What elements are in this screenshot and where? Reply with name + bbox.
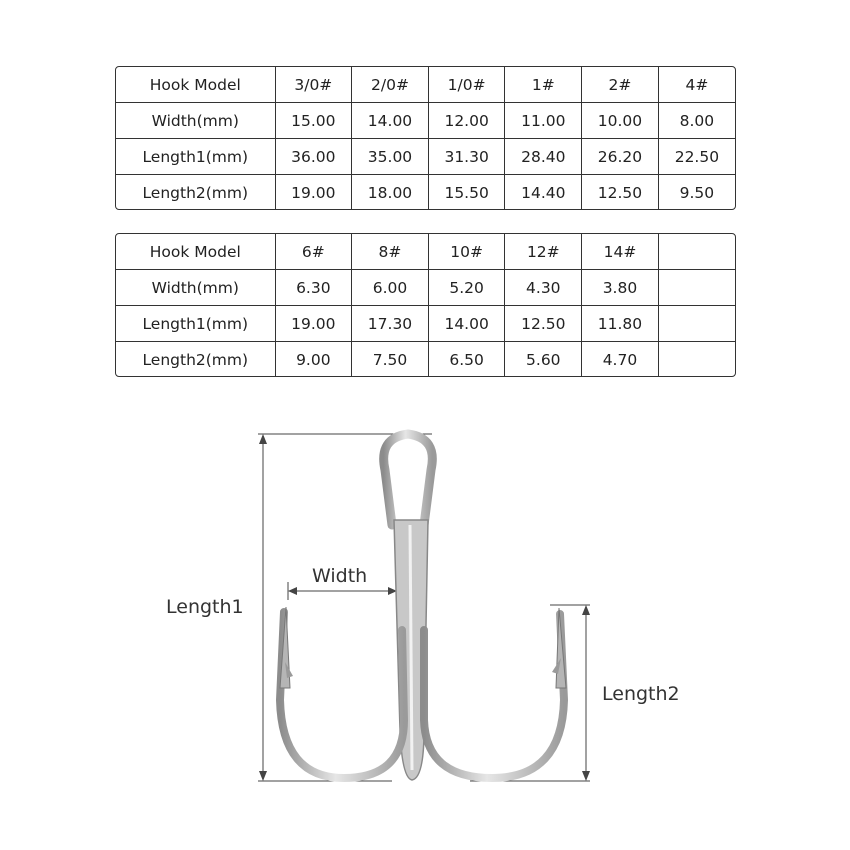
- row-label: Length2(mm): [116, 342, 275, 378]
- treble-hook-diagram: [0, 400, 850, 850]
- table-cell: 26.20: [582, 139, 659, 175]
- table-cell: [658, 342, 735, 378]
- hook-shank-highlight: [410, 525, 412, 770]
- table-cell: 5.60: [505, 342, 582, 378]
- row-label: Width(mm): [116, 103, 275, 139]
- table-cell: 6.30: [275, 270, 352, 306]
- header-cell: 6#: [275, 234, 352, 270]
- table-cell: 15.00: [275, 103, 352, 139]
- table-cell: [658, 270, 735, 306]
- table-cell: 14.00: [428, 306, 505, 342]
- table-cell: 7.50: [352, 342, 429, 378]
- hook-left-bend: [280, 612, 404, 778]
- header-cell: Hook Model: [116, 234, 275, 270]
- header-cell: 10#: [428, 234, 505, 270]
- header-cell: 1/0#: [428, 67, 505, 103]
- header-cell: Hook Model: [116, 67, 275, 103]
- length1-label: Length1: [166, 596, 244, 618]
- table-cell: 14.00: [352, 103, 429, 139]
- table-cell: 15.50: [428, 175, 505, 211]
- header-cell: 8#: [352, 234, 429, 270]
- table-row: [116, 270, 735, 306]
- header-cell: 4#: [658, 67, 735, 103]
- table-cell: 5.20: [428, 270, 505, 306]
- row-label: Length1(mm): [116, 139, 275, 175]
- table-cell: 12.50: [582, 175, 659, 211]
- row-label: Length1(mm): [116, 306, 275, 342]
- width-label: Width: [312, 565, 368, 587]
- table-cell: 6.00: [352, 270, 429, 306]
- table-cell: 9.00: [275, 342, 352, 378]
- width-dimension: [288, 565, 397, 605]
- length2-label: Length2: [602, 683, 680, 705]
- table-cell: 19.00: [275, 306, 352, 342]
- header-cell: 14#: [582, 234, 659, 270]
- table-cell: 4.30: [505, 270, 582, 306]
- table-header-row: [116, 234, 735, 270]
- table-cell: 10.00: [582, 103, 659, 139]
- size-table: [116, 234, 735, 377]
- length2-arrow-up-icon: [582, 605, 590, 615]
- header-cell: 12#: [505, 234, 582, 270]
- table-cell: 28.40: [505, 139, 582, 175]
- table-cell: 36.00: [275, 139, 352, 175]
- table-cell: 22.50: [658, 139, 735, 175]
- table-cell: 14.40: [505, 175, 582, 211]
- length1-arrow-down-icon: [259, 771, 267, 781]
- length2-arrow-down-icon: [582, 771, 590, 781]
- table-row: [116, 103, 735, 139]
- table-cell: 19.00: [275, 175, 352, 211]
- table-header-row: [116, 67, 735, 103]
- length1-dimension: [166, 434, 432, 781]
- size-table: [116, 67, 735, 210]
- table-cell: 12.50: [505, 306, 582, 342]
- table-cell: 9.50: [679, 183, 715, 202]
- row-label: Length2(mm): [116, 175, 275, 211]
- header-cell: 2#: [582, 67, 659, 103]
- hook-eye: [384, 434, 433, 525]
- width-arrow-left-icon: [288, 587, 297, 595]
- size-table-small: [115, 233, 736, 377]
- table-cell: 17.30: [352, 306, 429, 342]
- table-cell: 3.80: [582, 270, 659, 306]
- table-cell: [658, 306, 735, 342]
- table-row: [116, 306, 735, 342]
- table-cell: 31.30: [428, 139, 505, 175]
- table-cell: 35.00: [352, 139, 429, 175]
- table-row: [116, 342, 735, 378]
- table-cell: 12.00: [428, 103, 505, 139]
- header-cell: 2/0#: [352, 67, 429, 103]
- table-cell: 6.50: [428, 342, 505, 378]
- treble-hook-icon: [280, 434, 566, 780]
- table-cell: 4.70: [582, 342, 659, 378]
- row-label: Width(mm): [116, 270, 275, 306]
- length2-dimension: [470, 605, 680, 781]
- header-cell: 1#: [505, 67, 582, 103]
- table-row: [116, 139, 735, 175]
- table-cell: 18.00: [352, 175, 429, 211]
- header-cell: [658, 234, 735, 270]
- hook-right-bend: [424, 614, 564, 778]
- table-row: [116, 175, 735, 211]
- header-cell: 3/0#: [275, 67, 352, 103]
- table-cell: 11.80: [582, 306, 659, 342]
- length1-arrow-up-icon: [259, 434, 267, 444]
- table-cell: 8.00: [658, 103, 735, 139]
- table-cell: 11.00: [505, 103, 582, 139]
- size-table-large: [115, 66, 736, 210]
